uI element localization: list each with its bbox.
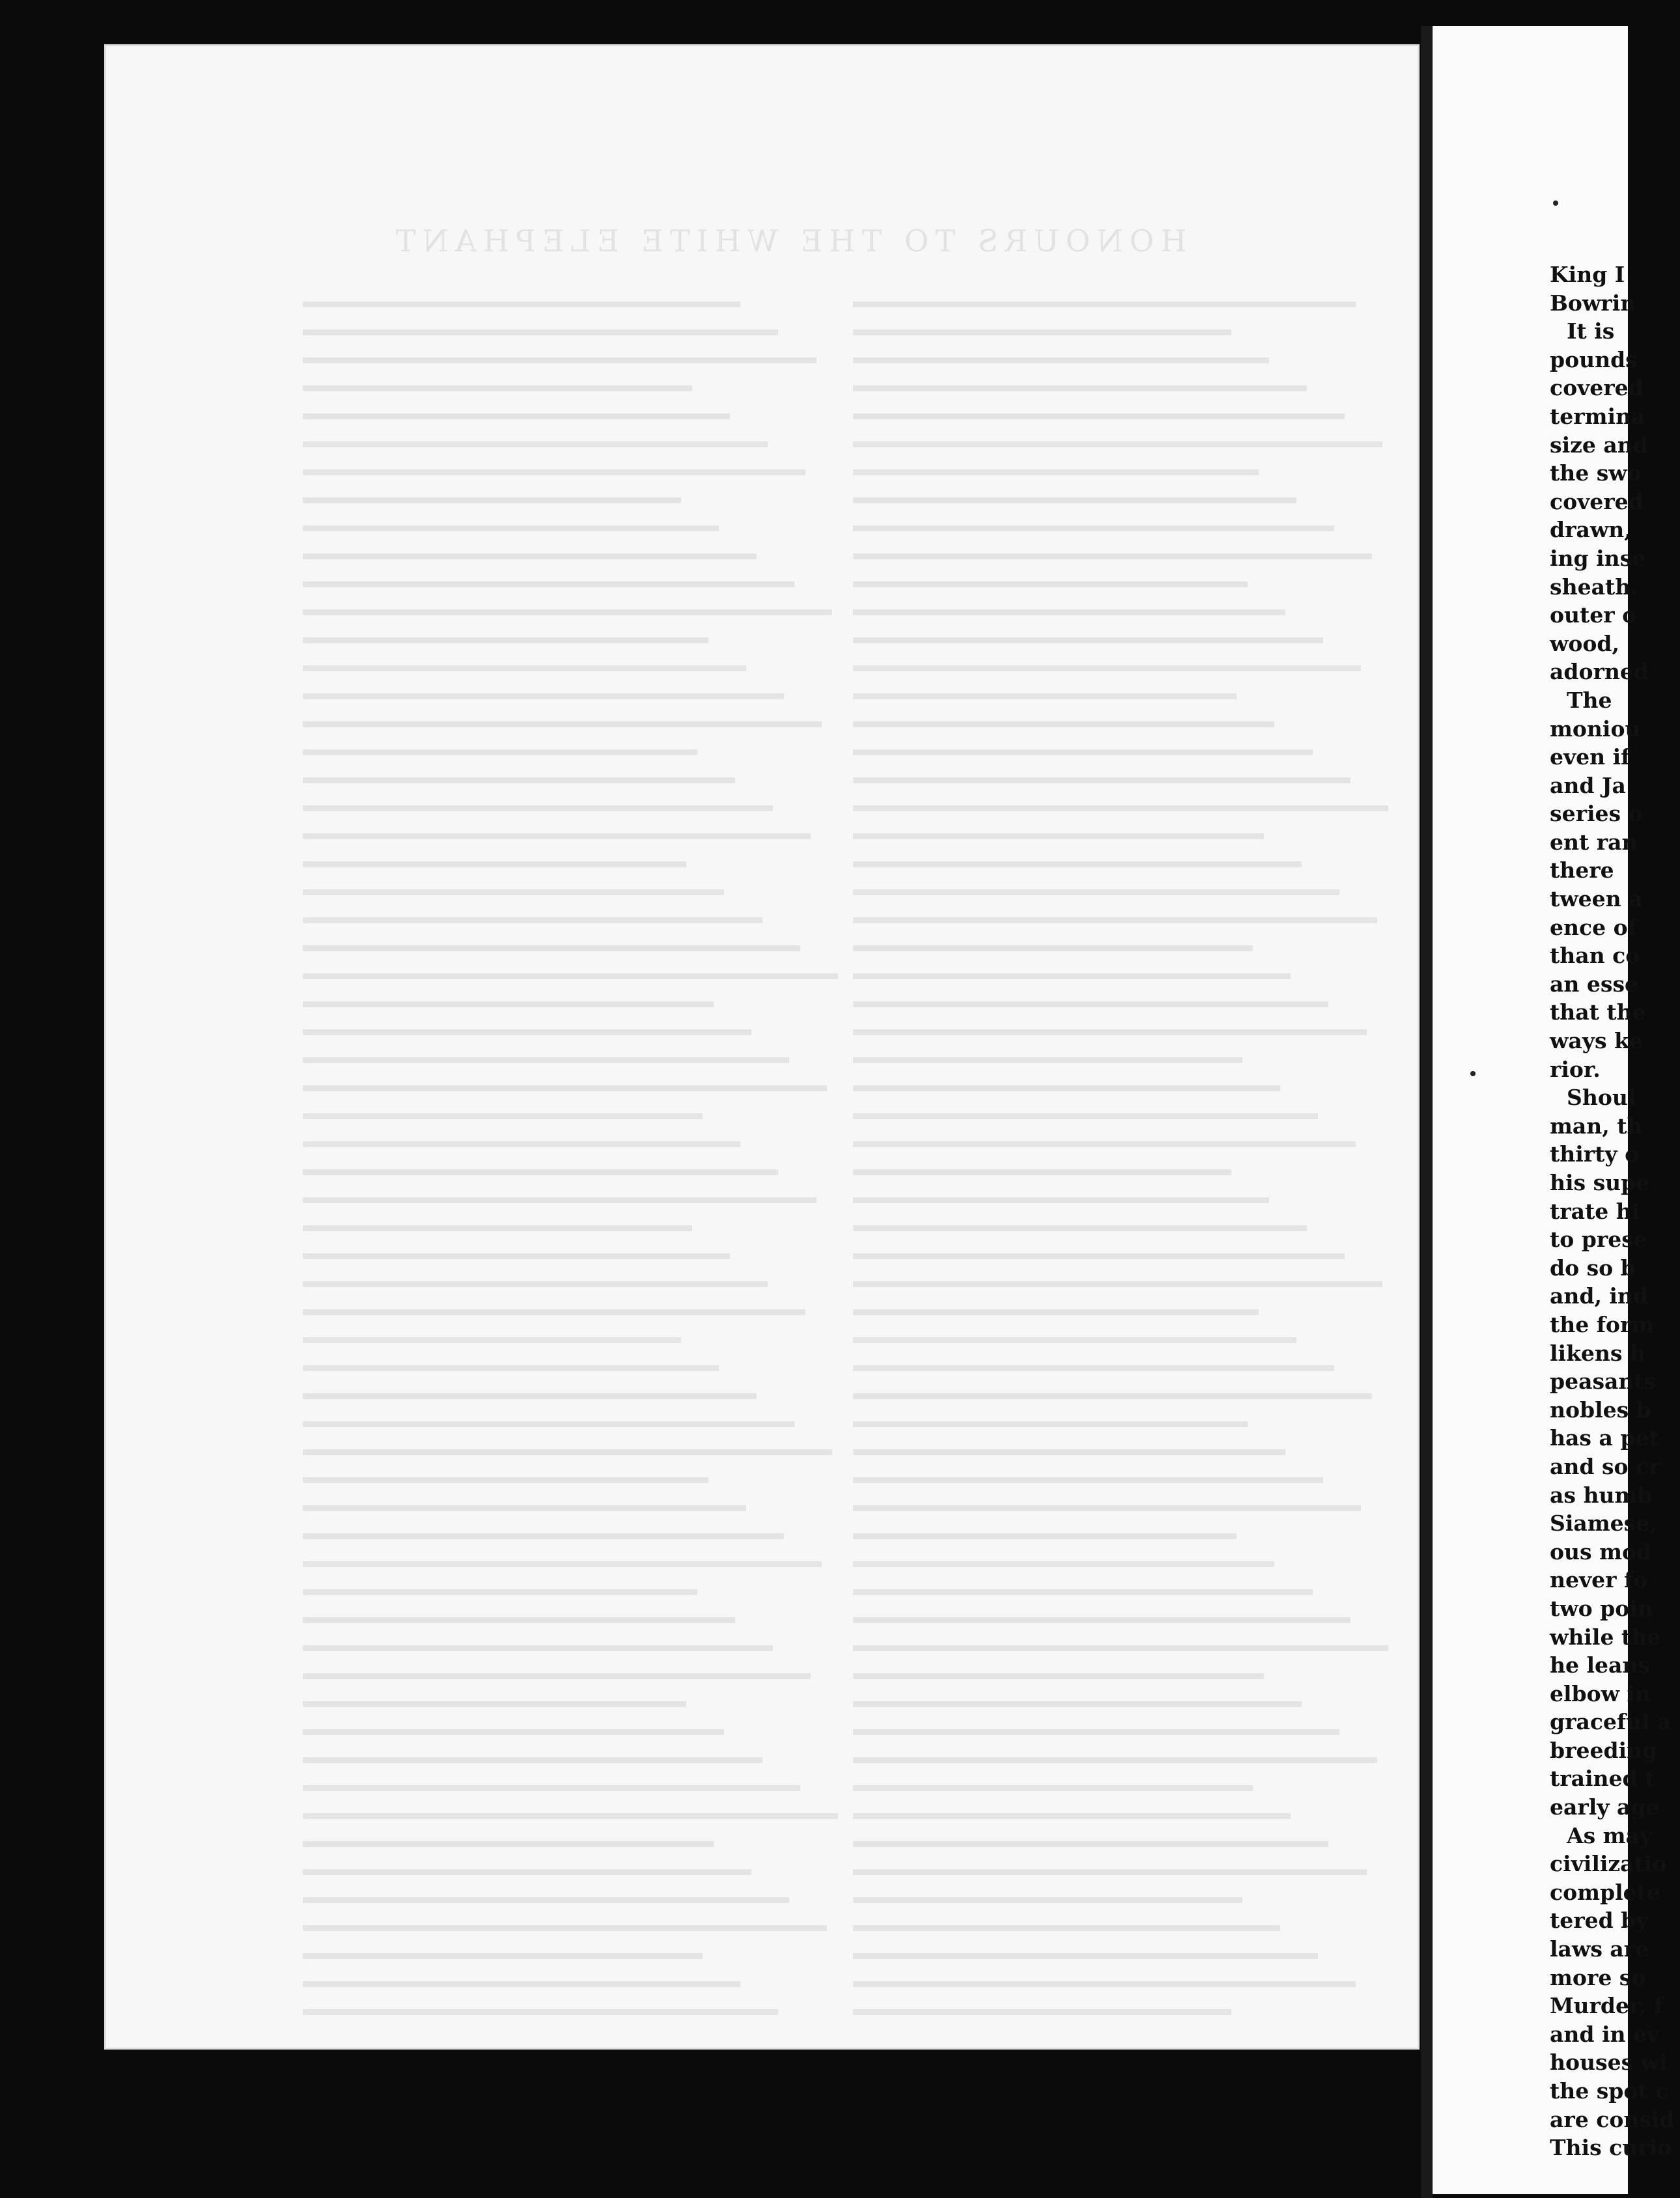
- bleed-line: [853, 1925, 1280, 1931]
- bleed-line: [853, 1337, 1296, 1343]
- bleed-line: [853, 1729, 1339, 1735]
- text-line: pounds: [1550, 346, 1638, 372]
- bleed-line: [853, 1477, 1323, 1483]
- bleed-line: [853, 1085, 1280, 1091]
- bleed-line: [853, 973, 1291, 979]
- bleed-line: [303, 553, 757, 559]
- text-line: covered: [1550, 488, 1644, 514]
- bleed-line: [303, 749, 697, 755]
- text-line: there: [1550, 857, 1614, 883]
- speck-mark: [1553, 201, 1558, 206]
- bleed-line: [853, 721, 1274, 727]
- text-line: the swo: [1550, 460, 1642, 486]
- text-line: trate hi: [1550, 1198, 1640, 1224]
- text-line: moniou: [1550, 716, 1641, 742]
- bleed-line: [303, 945, 800, 951]
- bleed-line: [303, 1729, 724, 1735]
- bleed-line: [303, 413, 730, 419]
- bleed-line: [303, 2009, 778, 2015]
- bleed-line: [853, 1421, 1248, 1427]
- bleed-line: [853, 553, 1372, 559]
- bleed-line: [853, 1645, 1388, 1651]
- text-line: trained t: [1550, 1766, 1655, 1792]
- text-line: the spot c: [1550, 2078, 1669, 2104]
- bleed-line: [853, 1309, 1259, 1315]
- bleed-line: [853, 329, 1231, 335]
- bleed-line: [303, 1589, 697, 1595]
- bleed-through-column-right: [853, 301, 1393, 2037]
- text-line: two poin: [1550, 1595, 1653, 1621]
- text-line: It is: [1567, 318, 1615, 344]
- text-line: to prese: [1550, 1227, 1647, 1253]
- text-line: houses wi: [1550, 2050, 1668, 2076]
- bleed-line: [853, 497, 1296, 503]
- bleed-line: [853, 1953, 1318, 1959]
- text-line: size and: [1550, 432, 1648, 458]
- bleed-line: [303, 581, 794, 587]
- bleed-line: [303, 525, 719, 531]
- bleed-line: [853, 1225, 1307, 1231]
- bleed-line: [853, 1589, 1313, 1595]
- bleed-line: [853, 1701, 1302, 1707]
- text-line: do so b: [1550, 1255, 1636, 1281]
- text-line: as humb: [1550, 1482, 1653, 1508]
- text-line: This curio: [1550, 2135, 1672, 2161]
- bleed-line: [303, 1477, 708, 1483]
- text-line: thirty o: [1550, 1141, 1640, 1167]
- bleed-line: [303, 889, 724, 895]
- bleed-line: [303, 777, 735, 783]
- text-line: are consid: [1550, 2106, 1675, 2132]
- bleed-line: [303, 1533, 784, 1539]
- bleed-line: [853, 1981, 1356, 1987]
- bleed-line: [853, 1757, 1377, 1763]
- text-line: ence of: [1550, 914, 1637, 940]
- text-line: The: [1567, 687, 1612, 713]
- bleed-line: [303, 1029, 751, 1035]
- bleed-line: [853, 385, 1307, 391]
- bleed-line: [303, 1309, 805, 1315]
- bleed-line: [303, 1785, 800, 1791]
- bleed-line: [303, 1253, 730, 1259]
- bleed-line: [303, 1645, 773, 1651]
- text-line: series o: [1550, 801, 1643, 827]
- text-line: peasants: [1550, 1369, 1657, 1395]
- bleed-line: [303, 1561, 822, 1567]
- bleed-line: [853, 1281, 1382, 1287]
- text-line: and, ind: [1550, 1283, 1649, 1309]
- bleed-line: [853, 1673, 1264, 1679]
- text-line: King I: [1550, 262, 1625, 287]
- bleed-line: [303, 637, 708, 643]
- text-line: Shoul: [1567, 1085, 1636, 1111]
- bleed-line: [853, 2009, 1231, 2015]
- speck-mark: [1470, 1071, 1476, 1076]
- bleed-line: [853, 441, 1382, 447]
- text-line: he leans: [1550, 1652, 1650, 1678]
- bleed-line: [303, 1925, 827, 1931]
- text-line: his supe: [1550, 1170, 1650, 1195]
- text-line: never fo: [1550, 1567, 1648, 1593]
- bleed-line: [303, 1505, 746, 1511]
- bleed-line: [303, 1953, 703, 1959]
- bleed-line: [853, 1001, 1328, 1007]
- text-line: ous mod: [1550, 1538, 1652, 1565]
- text-line: tween a: [1550, 886, 1643, 912]
- bleed-line: [303, 973, 838, 979]
- page-gutter: [1421, 26, 1433, 2198]
- bleed-line: [853, 1533, 1237, 1539]
- bleed-line: [853, 805, 1388, 811]
- bleed-line: [853, 1813, 1291, 1819]
- bleed-line: [303, 1393, 757, 1399]
- text-line: civilizatio: [1550, 1851, 1667, 1877]
- text-line: tered by: [1550, 1908, 1649, 1934]
- text-line: that the: [1550, 999, 1646, 1025]
- bleed-line: [303, 1757, 763, 1763]
- text-line: early age: [1550, 1794, 1660, 1820]
- text-line: sheath.: [1550, 574, 1638, 600]
- text-line: the form: [1550, 1311, 1655, 1337]
- bleed-line: [853, 1449, 1285, 1455]
- bleed-line: [303, 1897, 789, 1903]
- bleed-line: [853, 525, 1334, 531]
- bleed-line: [303, 1281, 768, 1287]
- bleed-line: [303, 721, 822, 727]
- bleed-line: [303, 1001, 714, 1007]
- bleed-line: [853, 1169, 1231, 1175]
- bleed-line: [853, 1869, 1367, 1875]
- bleed-line: [303, 329, 778, 335]
- bleed-line: [853, 609, 1285, 615]
- text-line: ent ran: [1550, 829, 1638, 855]
- text-line: even if: [1550, 744, 1631, 770]
- text-line: and Ja: [1550, 772, 1626, 798]
- text-line: breeding: [1550, 1737, 1658, 1763]
- bleed-line: [853, 833, 1264, 839]
- bleed-line: [853, 945, 1253, 951]
- text-line: Bowrin: [1550, 290, 1636, 316]
- text-line: man, th: [1550, 1113, 1643, 1139]
- bleed-line: [303, 1981, 740, 1987]
- bleed-line: [303, 441, 768, 447]
- bleed-line: [853, 665, 1361, 671]
- text-line: Murder, f: [1550, 1993, 1664, 2019]
- left-page-blank: [104, 44, 1420, 2050]
- bleed-line: [853, 1253, 1345, 1259]
- text-line: graceful a: [1550, 1709, 1672, 1735]
- right-page-text-column: [1550, 260, 1680, 2162]
- text-line: has a pet: [1550, 1425, 1659, 1451]
- bleed-line: [303, 805, 773, 811]
- bleed-line: [853, 1141, 1356, 1147]
- bleed-line: [853, 1197, 1269, 1203]
- bleed-line: [853, 749, 1313, 755]
- bleed-line: [853, 1393, 1372, 1399]
- text-line: rior.: [1550, 1056, 1601, 1082]
- bleed-line: [303, 497, 681, 503]
- bleed-through-column-left: [303, 301, 843, 2037]
- text-line: elbow in: [1550, 1680, 1651, 1706]
- bleed-line: [303, 1113, 703, 1119]
- text-line: and so cr: [1550, 1453, 1660, 1479]
- text-line: while the: [1550, 1624, 1661, 1650]
- bleed-line: [303, 1225, 692, 1231]
- bleed-line: [303, 357, 817, 363]
- text-line: laws are: [1550, 1936, 1649, 1962]
- bleed-line: [303, 1169, 778, 1175]
- bleed-line: [853, 777, 1351, 783]
- bleed-line: [303, 917, 763, 923]
- bleed-line: [303, 1337, 681, 1343]
- bleed-line: [303, 1141, 740, 1147]
- text-line: outer o: [1550, 602, 1637, 628]
- bleed-line: [303, 1841, 714, 1847]
- bleed-line: [853, 1897, 1242, 1903]
- bleed-line: [853, 581, 1248, 587]
- bleed-line: [303, 609, 832, 615]
- text-line: wood,: [1550, 630, 1619, 656]
- bleed-line: [853, 1029, 1367, 1035]
- bleed-line: [303, 1869, 751, 1875]
- text-line: ing inse: [1550, 545, 1646, 571]
- text-line: ways ke: [1550, 1028, 1643, 1054]
- bleed-line: [303, 1701, 686, 1707]
- text-line: nobles b: [1550, 1397, 1651, 1423]
- bleed-line: [303, 693, 784, 699]
- bleed-through-header: HONOURS TO THE WHITE ELEPHANT: [389, 223, 1187, 258]
- text-line: Siamese,: [1550, 1510, 1657, 1537]
- bleed-line: [303, 469, 805, 475]
- text-line: termina: [1550, 403, 1645, 429]
- bleed-line: [303, 1365, 719, 1371]
- bleed-line: [853, 1561, 1274, 1567]
- bleed-line: [303, 665, 746, 671]
- text-line: adorned: [1550, 659, 1649, 685]
- bleed-line: [303, 1421, 794, 1427]
- bleed-line: [853, 637, 1323, 643]
- bleed-line: [853, 889, 1339, 895]
- text-line: than co: [1550, 943, 1640, 969]
- text-line: drawn,: [1550, 517, 1632, 543]
- bleed-line: [853, 1505, 1361, 1511]
- text-line: covered: [1550, 375, 1644, 401]
- bleed-line: [853, 917, 1377, 923]
- bleed-line: [303, 1813, 838, 1819]
- text-line: and in ev: [1550, 2021, 1660, 2047]
- bleed-through-text: [104, 44, 1420, 2050]
- bleed-line: [853, 301, 1356, 307]
- bleed-line: [303, 861, 686, 867]
- bleed-line: [853, 693, 1237, 699]
- bleed-line: [853, 1617, 1351, 1623]
- bleed-line: [853, 413, 1345, 419]
- bleed-line: [853, 1841, 1328, 1847]
- bleed-line: [303, 1085, 827, 1091]
- text-line: complete: [1550, 1879, 1660, 1905]
- bleed-line: [303, 301, 740, 307]
- bleed-line: [303, 1673, 811, 1679]
- bleed-line: [853, 469, 1259, 475]
- bleed-line: [303, 1449, 832, 1455]
- text-line: more so: [1550, 1964, 1646, 1990]
- bleed-line: [303, 833, 811, 839]
- text-line: As may: [1567, 1822, 1653, 1848]
- bleed-line: [853, 1113, 1318, 1119]
- bleed-line: [853, 861, 1302, 867]
- bleed-line: [303, 385, 692, 391]
- bleed-line: [853, 1365, 1334, 1371]
- text-line: an esse: [1550, 971, 1639, 997]
- bleed-line: [853, 1785, 1253, 1791]
- bleed-line: [303, 1197, 817, 1203]
- bleed-line: [303, 1617, 735, 1623]
- bleed-line: [853, 1057, 1242, 1063]
- bleed-line: [853, 357, 1269, 363]
- text-line: likens h: [1550, 1340, 1645, 1366]
- bleed-line: [303, 1057, 789, 1063]
